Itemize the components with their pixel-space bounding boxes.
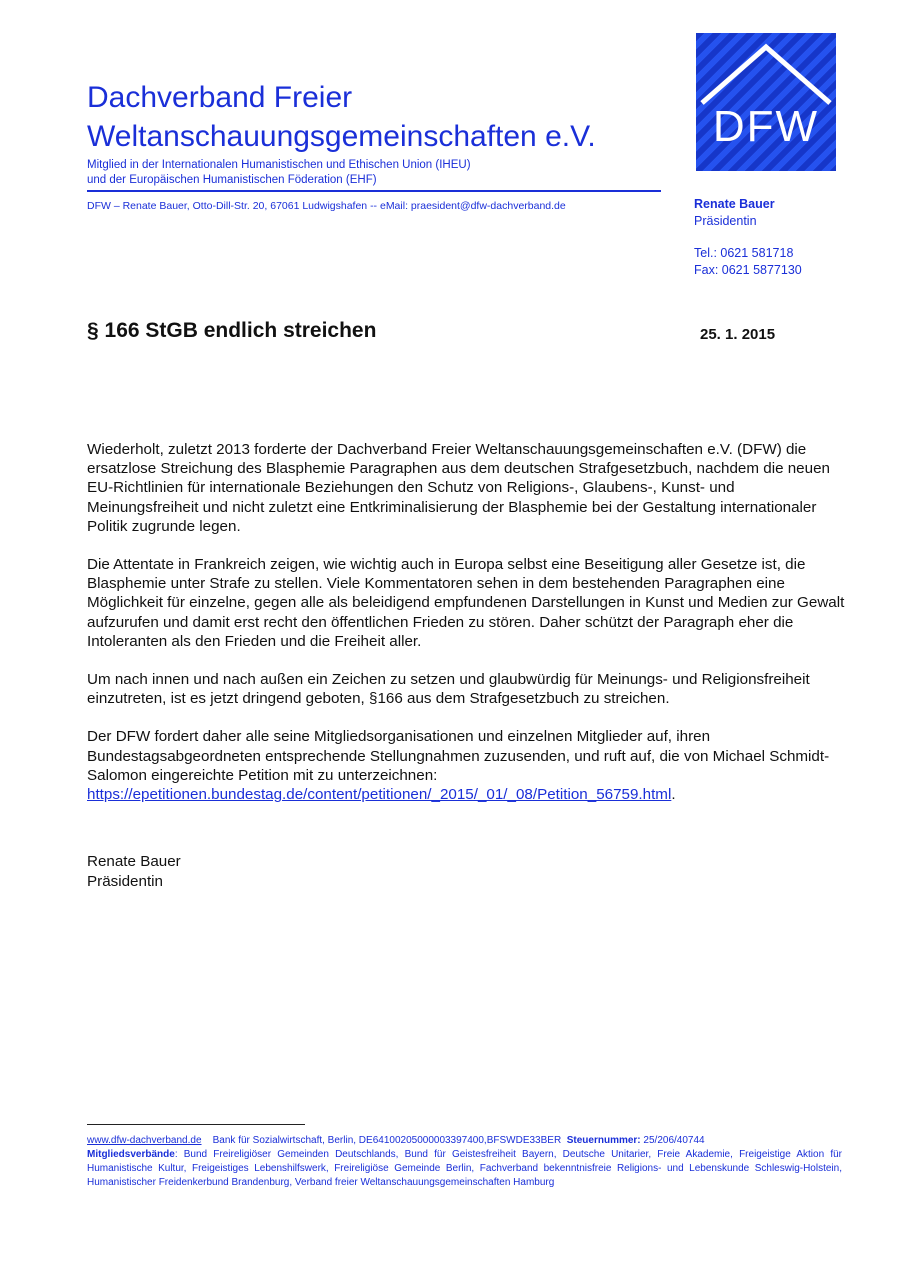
paragraph-3: Um nach innen und nach außen ein Zeichen zu setzen und glaubwürdig für Meinungs- und Religionsfreiheit einzutreten, ist es jetzt dringend geboten, §166 aus dem Strafgesetzbuch zu streichen. <box>87 671 810 708</box>
logo-text: DFW <box>712 102 820 151</box>
footer-divider <box>87 1124 305 1125</box>
paragraph-4 <box>87 727 847 804</box>
org-name-line-2: Weltanschauungsgemeinschaften e.V. <box>87 120 596 153</box>
document-date: 25. 1. 2015 <box>700 326 776 343</box>
contact-phone: Tel.: 0621 581718 <box>694 246 794 260</box>
signature <box>87 852 181 891</box>
sender-address: DFW – Renate Bauer, Otto-Dill-Str. 20, 67061 Ludwigshafen -- eMail: praesident@dfw-dachverband.de <box>87 200 566 212</box>
letter-body <box>87 440 847 804</box>
link-suffix: . <box>671 786 676 804</box>
contact-name: Renate Bauer <box>694 197 775 211</box>
petition-link[interactable]: https://epetitionen.bundestag.de/content/petitionen/_2015/_01/_08/Petition_56759.html <box>87 786 672 804</box>
signature-title: Präsidentin <box>87 872 163 890</box>
member-associations-label: Mitgliedsverbände <box>87 1149 175 1160</box>
paragraph-1: Wiederholt, zuletzt 2013 forderte der Dachverband Freier Weltanschauungsgemeinschaften e.V. (DFW) die ersatzlose Streichung des Blasphemie Paragraphen aus dem deutschen Strafgesetzbuch, nachdem die neuen EU-Richtlinien für internationale Beziehungen den Schutz von Religions-, Glaubens-, Kunst- und Meinungsfreiheit und nicht zuletzt eine Entkriminalisierung der Blasphemie bei der Gestaltung internationaler Politik zugrunde legen. <box>87 441 830 535</box>
member-associations-list: : Bund Freireligiöser Gemeinden Deutschlands, Bund für Geistesfreiheit Bayern, Deutsche Unitarier, Freie Akademie, Freigeistige Aktion für Humanistische Kultur, Freigeistiges Lebenshilfswerk, Freireligiöse Gemeinde Berlin, Fachverband bekenntnisfreie Religions- und Lebenskunde Schleswig-Holstein, Humanistischer Freidenkerbund Brandenburg, Verband freier Weltanschauungsgemeinschaften Hamburg <box>87 1149 842 1188</box>
header-divider <box>87 190 661 192</box>
paragraph-2: Die Attentate in Frankreich zeigen, wie wichtig auch in Europa selbst eine Beseitigung aller Gesetze ist, die Blasphemie unter Strafe zu stellen. Viele Kommentatoren sehen in dem bestehenden Paragraphen eine Möglichkeit für einzelne, gegen alle als beleidigend empfundenen Darstellungen in Kunst und Medien zur Gewalt aufzurufen und damit erst recht den öffentlichen Frieden zu stören. Daher schützt der Paragraph eher die Intoleranten als den Frieden und die Freiheit aller. <box>87 556 845 650</box>
paragraph-4-text: Der DFW fordert daher alle seine Mitgliedsorganisationen und einzelnen Mitglieder auf, ihren Bundestagsabgeordneten entsprechende Stellungnahmen zuzusenden, und ruft auf, die von Michael Schmidt-Salomon eingereichte Petition mit zu unterzeichnen: <box>87 728 830 784</box>
membership-info <box>87 158 647 188</box>
org-name-line-1: Dachverband Freier <box>87 81 353 114</box>
organization-name <box>87 78 687 156</box>
footer <box>87 1134 842 1190</box>
signature-name: Renate Bauer <box>87 853 181 870</box>
membership-line-1: Mitglied in der Internationalen Humanistischen und Ethischen Union (IHEU) <box>87 159 471 171</box>
membership-line-2: und der Europäischen Humanistischen Föderation (EHF) <box>87 174 377 186</box>
contact-fax: Fax: 0621 5877130 <box>694 263 802 277</box>
website-link[interactable]: www.dfw-dachverband.de <box>87 1135 202 1146</box>
tax-label: Steuernummer: <box>566 1135 641 1146</box>
contact-title: Präsidentin <box>694 214 757 228</box>
bank-details: Bank für Sozialwirtschaft, Berlin, DE64100205000003397400,BFSWDE33BER <box>212 1135 562 1146</box>
contact-block <box>694 196 894 279</box>
document-title: § 166 StGB endlich streichen <box>87 319 377 342</box>
tax-number: 25/206/40744 <box>643 1135 705 1146</box>
dfw-logo <box>696 33 836 171</box>
